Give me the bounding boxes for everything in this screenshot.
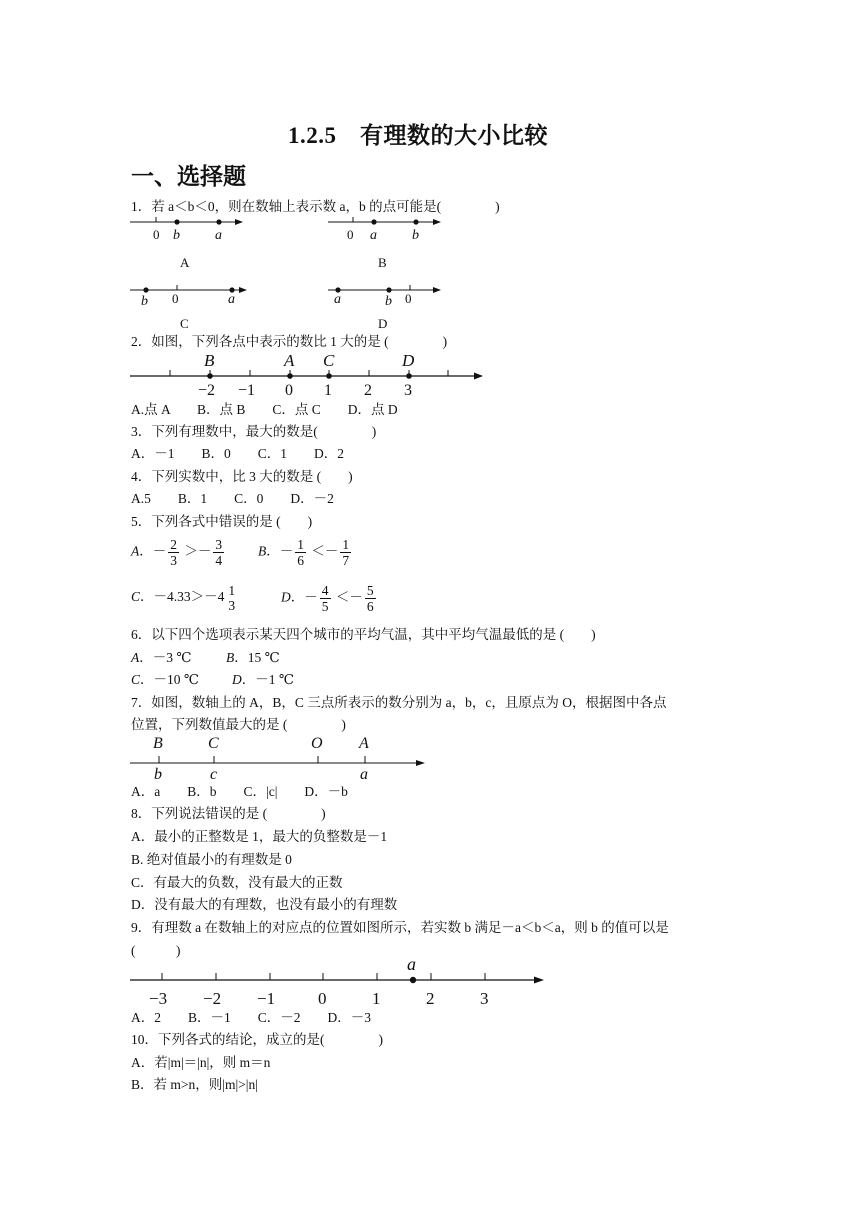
q9-point-a: a: [407, 955, 416, 974]
q2-tick-label: −1: [238, 382, 256, 399]
q1-option-c-label: C: [180, 316, 189, 331]
q6-option-c: C．－10 ℃: [131, 672, 199, 687]
q1-d-zero: 0: [405, 291, 412, 306]
q5-option-a: A．－ $\frac{2}{3}$ ＞－ $\frac{3}{4}$: [131, 537, 223, 568]
q1-b-point-1: a: [370, 228, 377, 243]
q3-options: A．－1 B．0 C．1 D．2: [131, 446, 345, 461]
q2-options: A.点 A B．点 B C．点 C D．点 D: [131, 402, 398, 417]
q1-d-point-2: b: [385, 294, 392, 309]
q2-point-c: C: [323, 351, 335, 370]
q9-stem-line-1: 9．有理数 a 在数轴上的对应点的位置如图所示，若实数 b 满足－a＜b＜a，则 b 的值可以是: [131, 920, 669, 935]
q4-stem: 4．下列实数中，比 3 大的数是 ( ): [131, 469, 353, 484]
q2-point-b: B: [204, 351, 215, 370]
q7-origin-o: O: [311, 735, 323, 752]
q9-stem-line-2: ( ): [131, 943, 181, 958]
q6-stem: 6．以下四个选项表示某天四个城市的平均气温，其中平均气温最低的是 ( ): [131, 627, 596, 642]
q1-option-d-number-line: [328, 285, 441, 331]
q1-c-point-1: b: [141, 294, 148, 309]
q3-stem: 3．下列有理数中，最大的数是( ): [131, 424, 377, 439]
q9-tick-label: 3: [480, 989, 489, 1008]
q7-value-b: b: [154, 766, 162, 783]
q1-b-zero: 0: [347, 227, 354, 242]
q7-stem-line-1: 7．如图，数轴上的 A，B，C 三点所表示的数分别为 a，b，c，且原点为 O，根据图中各点: [131, 695, 667, 710]
q5-option-d: D．－ $\frac{4}{5}$ ＜－ $\frac{5}{6}$: [281, 583, 374, 614]
q6-option-d: D．－1 ℃: [232, 672, 294, 687]
q2-tick-label: 1: [324, 382, 332, 399]
q8-stem: 8．下列说法错误的是 ( ): [131, 806, 326, 821]
q1-b-point-2: b: [412, 228, 419, 243]
q9-tick-label: 1: [372, 989, 381, 1008]
q6-option-a: A．－3 ℃: [131, 650, 192, 665]
q9-tick-label: 2: [426, 989, 435, 1008]
q8-option-a: A．最小的正整数是 1，最大的负整数是－1: [131, 829, 388, 844]
q7-point-b: B: [153, 735, 163, 752]
q1-number-lines: [125, 212, 685, 336]
q2-point-d: D: [402, 351, 415, 370]
q9-tick-label: −1: [257, 989, 276, 1008]
q7-point-a: A: [359, 735, 369, 752]
q8-option-c: C．有最大的负数，没有最大的正数: [131, 875, 343, 890]
q2-tick-label: −2: [198, 382, 216, 399]
q1-stem: 1．若 a＜b＜0，则在数轴上表示数 a，b 的点可能是( ): [131, 199, 500, 214]
section-heading: 一、选择题: [131, 164, 246, 189]
q2-point-a: A: [284, 351, 295, 370]
q2-tick-label: 0: [285, 382, 293, 399]
q7-point-c: C: [208, 735, 219, 752]
q1-a-point-1: b: [173, 228, 180, 243]
q1-option-b-label: B: [378, 255, 387, 270]
q9-tick-label: 0: [318, 989, 327, 1008]
q1-option-b-number-line: [328, 217, 441, 270]
q8-option-d: D．没有最大的有理数，也没有最小的有理数: [131, 897, 398, 912]
q1-a-point-2: a: [215, 228, 222, 243]
q7-value-a: a: [360, 766, 368, 783]
q2-tick-label: 2: [364, 382, 372, 399]
q1-option-d-label: D: [378, 316, 388, 331]
q1-option-a-number-line: [130, 217, 243, 270]
q2-tick-label: 3: [404, 382, 412, 399]
q9-tick-label: −3: [149, 989, 168, 1008]
q9-number-line: [125, 955, 555, 1010]
q9-tick-label: −2: [203, 989, 222, 1008]
q1-c-point-2: a: [228, 292, 235, 307]
q7-options: A．a B．b C．|c| D．－b: [131, 784, 348, 799]
q1-c-zero: 0: [172, 291, 179, 306]
q10-option-a: A．若|m|＝|n|，则 m＝n: [131, 1055, 271, 1070]
q5-option-b: B．－ $\frac{1}{6}$ ＜－ $\frac{1}{7}$: [258, 537, 350, 568]
page-title: 1.2.5 有理数的大小比较: [288, 123, 548, 148]
q5-stem: 5．下列各式中错误的是 ( ): [131, 514, 313, 529]
q10-option-b: B．若 m>n，则|m|>|n|: [131, 1077, 258, 1092]
q7-value-c: c: [210, 766, 218, 783]
q7-stem-line-2: 位置，下列数值最大的是 ( ): [131, 717, 346, 732]
q7-number-line: [125, 731, 435, 783]
q1-a-zero: 0: [153, 227, 160, 242]
q2-stem: 2．如图，下列各点中表示的数比 1 大的是 ( ): [131, 334, 448, 349]
q1-option-c-number-line: [130, 285, 247, 331]
q9-options: A．2 B．－1 C．－2 D．－3: [131, 1010, 372, 1025]
q1-d-point-1: a: [334, 292, 341, 307]
q4-options: A.5 B．1 C．0 D．－2: [131, 491, 334, 506]
q5-option-c: C．－4.33＞－4 1 3: [131, 583, 236, 613]
q6-option-b: B．15 ℃: [226, 650, 280, 665]
q10-stem: 10．下列各式的结论，成立的是( ): [131, 1032, 383, 1047]
q1-option-a-label: A: [180, 255, 190, 270]
q2-number-line: [125, 348, 495, 400]
q8-option-b: B. 绝对值最小的有理数是 0: [131, 852, 292, 867]
